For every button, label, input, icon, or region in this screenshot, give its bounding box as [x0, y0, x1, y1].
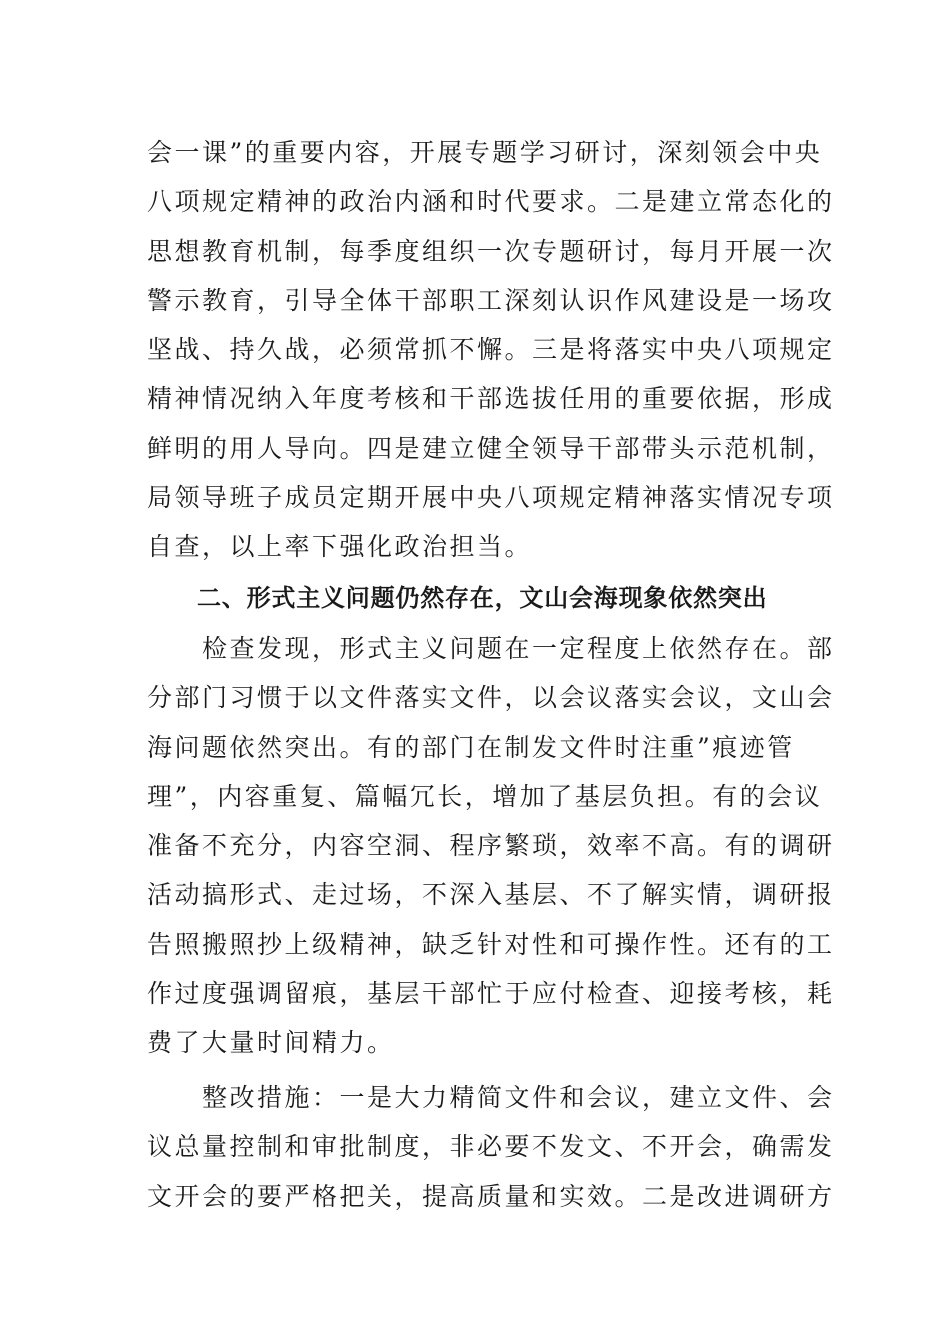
paragraph-line: 自查，以上率下强化政治担当。 — [147, 532, 533, 562]
paragraph-line: 八项规定精神的政治内涵和时代要求。二是建立常态化的 — [147, 187, 835, 217]
paragraph-line: 准备不充分，内容空洞、程序繁琐，效率不高。有的调研 — [147, 831, 835, 861]
paragraph-line: 作过度强调留痕，基层干部忙于应付检查、迎接考核，耗 — [147, 979, 835, 1009]
paragraph-line: 鲜明的用人导向。四是建立健全领导干部带头示范机制， — [147, 433, 835, 463]
paragraph-line: 思想教育机制，每季度组织一次专题研讨，每月开展一次 — [147, 236, 835, 266]
paragraph-line: 海问题依然突出。有的部门在制发文件时注重”痕迹管 — [147, 732, 795, 762]
paragraph-line: 局领导班子成员定期开展中央八项规定精神落实情况专项 — [147, 483, 835, 513]
section-heading: 二、形式主义问题仍然存在，文山会海现象依然突出 — [197, 584, 768, 612]
paragraph-line: 会一课”的重要内容，开展专题学习研讨，深刻领会中央 — [147, 138, 823, 167]
paragraph-line: 理”，内容重复、篇幅冗长，增加了基层负担。有的会议 — [147, 781, 823, 811]
paragraph-line: 活动搞形式、走过场，不深入基层、不了解实情，调研报 — [147, 880, 835, 910]
paragraph-line: 议总量控制和审批制度，非必要不发文、不开会，确需发 — [147, 1132, 835, 1162]
paragraph-line: 费了大量时间精力。 — [147, 1028, 395, 1058]
paragraph-line: 精神情况纳入年度考核和干部选拔任用的重要依据，形成 — [147, 384, 835, 414]
paragraph-line: 告照搬照抄上级精神，缺乏针对性和可操作性。还有的工 — [147, 929, 835, 959]
paragraph-line: 文开会的要严格把关，提高质量和实效。二是改进调研方 — [147, 1181, 835, 1211]
paragraph-line: 整改措施：一是大力精简文件和会议，建立文件、会 — [147, 1083, 835, 1112]
paragraph-line: 分部门习惯于以文件落实文件，以会议落实会议，文山会 — [147, 683, 835, 713]
paragraph-line: 坚战、持久战，必须常抓不懈。三是将落实中央八项规定 — [147, 335, 835, 365]
paragraph-1 — [147, 128, 835, 572]
paragraph-2 — [147, 624, 835, 1068]
paragraph-line: 警示教育，引导全体干部职工深刻认识作风建设是一场攻 — [147, 285, 835, 315]
paragraph-line: 检查发现，形式主义问题在一定程度上依然存在。部 — [147, 634, 835, 663]
paragraph-3 — [147, 1073, 835, 1221]
